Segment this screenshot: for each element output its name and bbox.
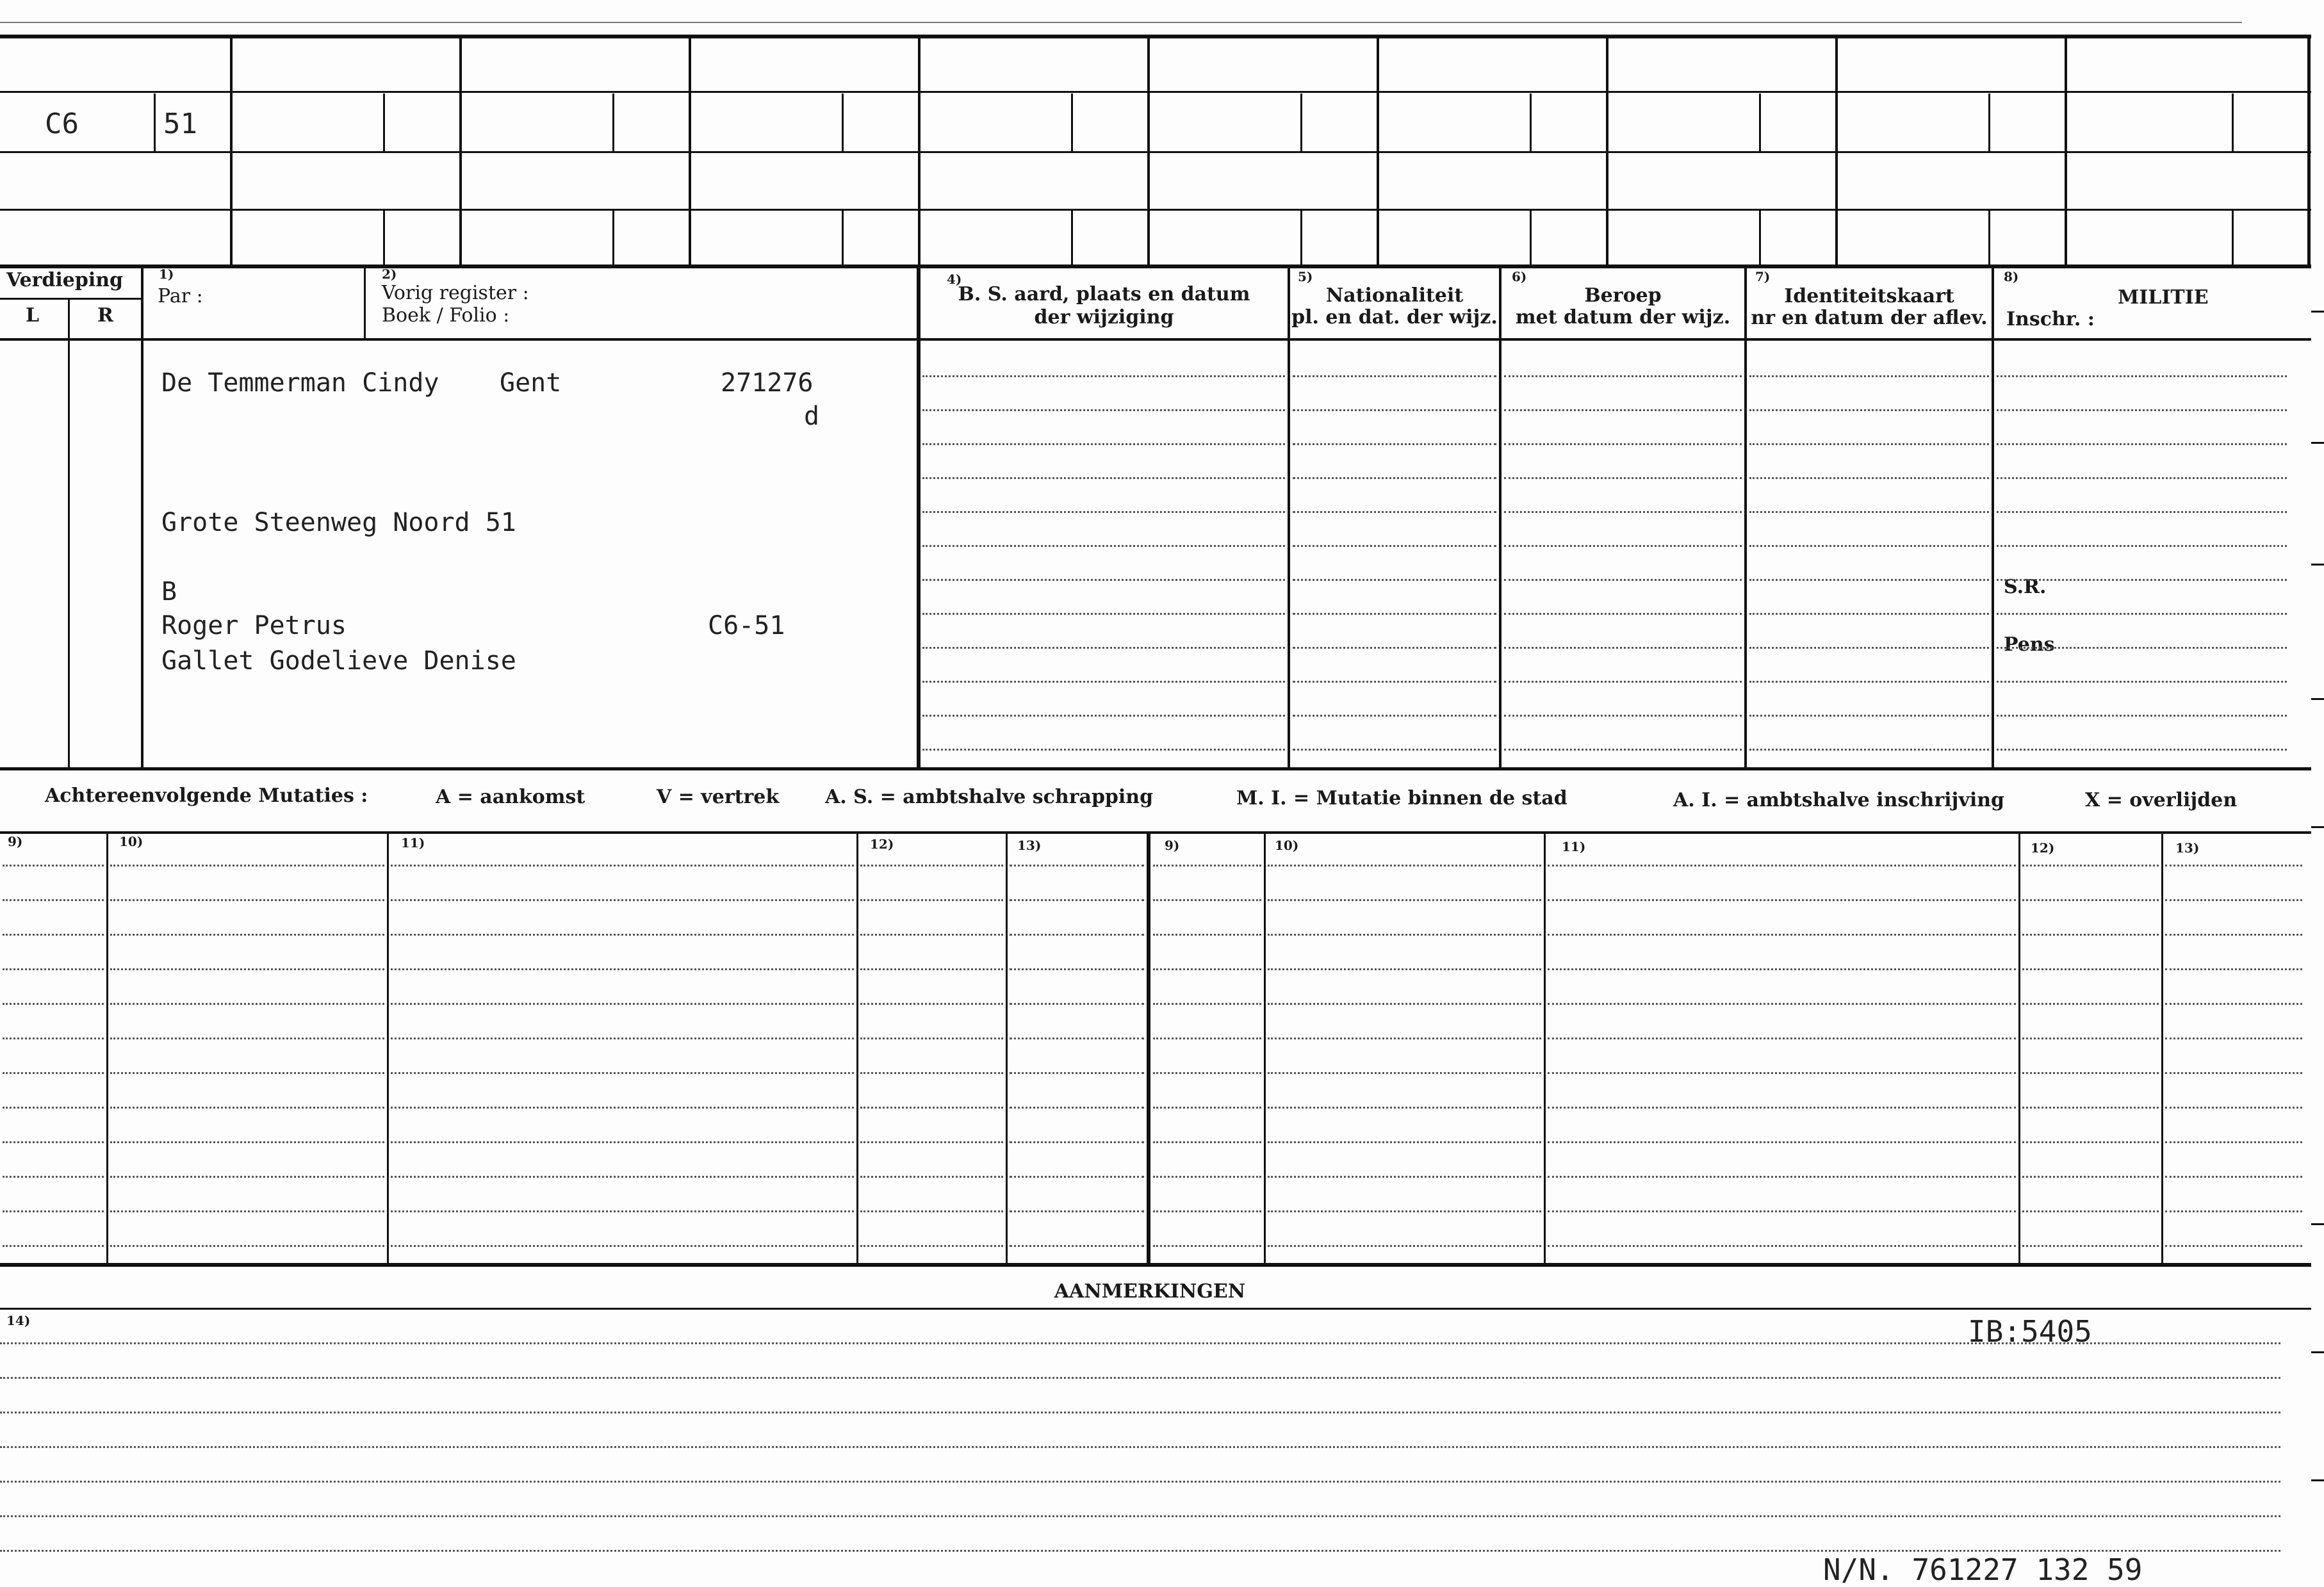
ib-code: IB:5405: [1968, 1314, 2092, 1349]
ruled-line: [3, 1072, 104, 1074]
ruled-line: [1997, 477, 2287, 479]
ruled-line: [1293, 375, 1496, 377]
ruled-line: [1997, 749, 2287, 751]
ruled-line: [2165, 1245, 2302, 1247]
col4-line1: B. S. aard, plaats en datum: [958, 283, 1250, 305]
col4-number: 4): [947, 272, 962, 287]
ruled-line: [1548, 1107, 2016, 1109]
ruled-line: [3, 968, 104, 970]
ruled-line: [922, 511, 1285, 513]
ruled-line: [1997, 715, 2287, 717]
ruled-line: [2165, 899, 2302, 901]
ruled-line: [1749, 409, 1989, 411]
mut-col-9a: 9): [8, 834, 23, 849]
ruled-line: [1293, 511, 1496, 513]
ruled-line: [1548, 934, 2016, 936]
ruled-line: [3, 1210, 104, 1212]
ruled-line: [2022, 968, 2159, 970]
ruled-line: [0, 1412, 2280, 1413]
ruled-line: [0, 1377, 2280, 1379]
ruled-line: [1153, 1245, 1261, 1247]
ruled-line: [2165, 968, 2302, 970]
ruled-line: [1997, 647, 2287, 649]
nn-number: N/N. 761227 132 59: [1823, 1552, 2143, 1587]
ruled-line: [1749, 647, 1989, 649]
ruled-line: [110, 1245, 384, 1247]
ruled-line: [922, 715, 1285, 717]
ruled-line: [860, 899, 1003, 901]
ruled-line: [1997, 409, 2287, 411]
ruled-line: [3, 1107, 104, 1109]
ruled-line: [2022, 1072, 2159, 1074]
sr-label: S.R.: [2004, 576, 2047, 598]
ruled-line: [110, 1038, 384, 1039]
ruled-line: [110, 1107, 384, 1109]
mutaties-ai: A. I. = ambtshalve inschrijving: [1673, 789, 2005, 811]
ruled-line: [1504, 647, 1742, 649]
col4-line2: der wijziging: [1034, 306, 1174, 329]
ruled-line: [391, 968, 854, 970]
person-name: De Temmerman Cindy: [161, 368, 439, 398]
ruled-line: [1548, 899, 2016, 901]
ruled-line: [860, 1107, 1003, 1109]
pens-label: Pens: [2004, 633, 2055, 656]
mut-col-11b: 11): [1562, 839, 1586, 854]
ruled-line: [860, 968, 1003, 970]
col2-number: 2): [382, 266, 397, 282]
ruled-line: [0, 1342, 2280, 1344]
mut-col-13a: 13): [1017, 838, 1042, 853]
ruled-line: [2022, 1210, 2159, 1212]
ruled-line: [1504, 749, 1742, 751]
ruled-line: [1548, 1245, 2016, 1247]
ruled-line: [1504, 681, 1742, 683]
ruled-line: [391, 865, 854, 867]
ruled-line: [922, 579, 1285, 581]
ruled-line: [1504, 715, 1742, 717]
col8-inschr: Inschr. :: [2006, 308, 2095, 330]
ruled-line: [1548, 1176, 2016, 1178]
ruled-line: [1997, 613, 2287, 615]
ruled-line: [2022, 1003, 2159, 1005]
ruled-line: [1010, 1072, 1144, 1074]
ruled-line: [3, 1141, 104, 1143]
ruled-line: [1749, 375, 1989, 377]
ruled-line: [1997, 511, 2287, 513]
col2-line2: Boek / Folio :: [382, 304, 510, 327]
aanmerkingen-number: 14): [6, 1313, 31, 1328]
ruled-line: [1153, 1141, 1261, 1143]
person-mother: Gallet Godelieve Denise: [161, 646, 516, 676]
ruled-line: [1749, 511, 1989, 513]
ruled-line: [110, 1176, 384, 1178]
ruled-line: [1293, 409, 1496, 411]
ruled-line: [1153, 1107, 1261, 1109]
ruled-line: [860, 1003, 1003, 1005]
ruled-line: [1153, 899, 1261, 901]
ruled-line: [1153, 1072, 1261, 1074]
ruled-line: [1548, 1003, 2016, 1005]
ruled-line: [1749, 545, 1989, 547]
ruled-line: [391, 1245, 854, 1247]
mut-col-13b: 13): [2175, 840, 2200, 856]
ruled-line: [1997, 579, 2287, 581]
ruled-line: [110, 865, 384, 867]
ruled-line: [2022, 899, 2159, 901]
ruled-line: [1268, 1003, 1541, 1005]
ruled-line: [1504, 443, 1742, 445]
ruled-line: [860, 1038, 1003, 1039]
ruled-line: [3, 1176, 104, 1178]
ruled-line: [391, 1107, 854, 1109]
ruled-line: [1268, 1210, 1541, 1212]
ruled-line: [1504, 579, 1742, 581]
verdieping-l-label: L: [26, 304, 40, 327]
col6-line1: Beroep: [1584, 284, 1662, 307]
mut-col-12b: 12): [2031, 840, 2055, 856]
person-father: Roger Petrus: [161, 611, 347, 640]
ruled-line: [1548, 1210, 2016, 1212]
ruled-line: [860, 865, 1003, 867]
ruled-line: [110, 1141, 384, 1143]
col1-label: Par :: [158, 285, 203, 307]
ruled-line: [860, 934, 1003, 936]
ruled-line: [1153, 865, 1261, 867]
ruled-line: [2165, 1107, 2302, 1109]
col8-title: MILITIE: [2118, 286, 2209, 309]
col8-number: 8): [2004, 269, 2019, 284]
ruled-line: [1548, 865, 2016, 867]
ruled-line: [391, 1003, 854, 1005]
col7-line2: nr en datum der aflev.: [1751, 307, 1988, 329]
ruled-line: [391, 1210, 854, 1212]
ruled-line: [391, 1072, 854, 1074]
ruled-line: [3, 865, 104, 867]
ruled-line: [922, 375, 1285, 377]
ruled-line: [922, 545, 1285, 547]
mutaties-x: X = overlijden: [2085, 789, 2238, 811]
ruled-line: [1997, 443, 2287, 445]
col7-number: 7): [1755, 269, 1771, 284]
col7-line1: Identiteitskaart: [1784, 285, 1954, 307]
ruled-line: [1749, 715, 1989, 717]
ruled-line: [922, 613, 1285, 615]
ruled-line: [1293, 579, 1496, 581]
ruled-line: [3, 1038, 104, 1039]
ruled-line: [2165, 1210, 2302, 1212]
ruled-line: [1010, 1141, 1144, 1143]
ruled-line: [1293, 613, 1496, 615]
ruled-line: [1293, 477, 1496, 479]
person-ref: C6-51: [708, 611, 785, 640]
ruled-line: [1153, 934, 1261, 936]
ruled-line: [1268, 865, 1541, 867]
ruled-line: [3, 934, 104, 936]
ruled-line: [2165, 1176, 2302, 1178]
ruled-line: [3, 899, 104, 901]
ruled-line: [1997, 545, 2287, 547]
ruled-line: [1997, 375, 2287, 377]
ruled-line: [0, 1446, 2280, 1448]
col6-line2: met datum der wijz.: [1515, 306, 1731, 329]
ruled-line: [1010, 899, 1144, 901]
col5-number: 5): [1298, 269, 1313, 284]
ruled-line: [1268, 968, 1541, 970]
ruled-line: [1153, 968, 1261, 970]
mut-col-12a: 12): [870, 836, 894, 852]
ruled-line: [2165, 1072, 2302, 1074]
ruled-line: [2022, 1038, 2159, 1039]
ruled-line: [1749, 477, 1989, 479]
ruled-line: [391, 1176, 854, 1178]
ruled-line: [1153, 1003, 1261, 1005]
mutaties-title: Achtereenvolgende Mutaties :: [45, 785, 368, 807]
ruled-line: [1293, 647, 1496, 649]
col1-number: 1): [159, 266, 174, 282]
ruled-line: [1548, 968, 2016, 970]
ruled-line: [2022, 1245, 2159, 1247]
ruled-line: [110, 968, 384, 970]
ruled-line: [2165, 1141, 2302, 1143]
ruled-line: [110, 1072, 384, 1074]
ruled-line: [2022, 1107, 2159, 1109]
col2-line1: Vorig register :: [382, 282, 529, 304]
ruled-line: [860, 1245, 1003, 1247]
ruled-line: [1268, 1038, 1541, 1039]
ruled-line: [1153, 1210, 1261, 1212]
ruled-line: [2165, 865, 2302, 867]
ruled-line: [922, 681, 1285, 683]
ruled-line: [391, 1141, 854, 1143]
verdieping-r-label: R: [97, 304, 113, 327]
col5-line2: pl. en dat. der wijz.: [1291, 306, 1498, 329]
ruled-line: [2165, 1003, 2302, 1005]
ruled-line: [1293, 715, 1496, 717]
ruled-line: [1268, 1176, 1541, 1178]
ruled-line: [1010, 1245, 1144, 1247]
ruled-line: [391, 1038, 854, 1039]
ruled-line: [3, 1003, 104, 1005]
col6-number: 6): [1512, 269, 1527, 284]
ruled-line: [1268, 934, 1541, 936]
ruled-line: [860, 1210, 1003, 1212]
ruled-line: [922, 477, 1285, 479]
ruled-line: [1010, 1210, 1144, 1212]
ruled-line: [860, 1072, 1003, 1074]
block-number: 51: [163, 108, 197, 140]
mutaties-mi: M. I. = Mutatie binnen de stad: [1236, 787, 1567, 810]
ruled-line: [1504, 613, 1742, 615]
ruled-line: [1010, 1107, 1144, 1109]
person-status-letter: B: [161, 577, 177, 606]
ruled-line: [1010, 968, 1144, 970]
ruled-line: [922, 443, 1285, 445]
ruled-line: [0, 1550, 2280, 1552]
person-birthplace: Gent: [500, 368, 562, 398]
ruled-line: [1293, 443, 1496, 445]
ruled-line: [1504, 511, 1742, 513]
mutaties-v: V = vertrek: [657, 786, 780, 808]
ruled-line: [1293, 681, 1496, 683]
ruled-line: [1293, 749, 1496, 751]
ruled-line: [1010, 1176, 1144, 1178]
mut-col-9b: 9): [1165, 838, 1180, 853]
ruled-line: [1504, 545, 1742, 547]
ruled-line: [110, 934, 384, 936]
ruled-line: [2022, 1141, 2159, 1143]
ruled-line: [1268, 899, 1541, 901]
ruled-line: [1997, 681, 2287, 683]
person-address: Grote Steenweg Noord 51: [161, 508, 516, 537]
person-sex: d: [804, 402, 820, 431]
ruled-line: [922, 409, 1285, 411]
ruled-line: [110, 1210, 384, 1212]
ruled-line: [2165, 1038, 2302, 1039]
ruled-line: [2022, 1176, 2159, 1178]
ruled-line: [922, 749, 1285, 751]
ruled-line: [2022, 934, 2159, 936]
ruled-line: [1293, 545, 1496, 547]
ruled-line: [2022, 865, 2159, 867]
ruled-line: [0, 1515, 2280, 1517]
aanmerkingen-title: AANMERKINGEN: [1054, 1280, 1246, 1303]
ruled-line: [2165, 934, 2302, 936]
ruled-line: [860, 1141, 1003, 1143]
mut-col-10a: 10): [119, 834, 143, 849]
ruled-line: [1153, 1176, 1261, 1178]
ruled-line: [1268, 1245, 1541, 1247]
ruled-line: [0, 1481, 2280, 1483]
ruled-line: [1268, 1107, 1541, 1109]
ruled-line: [1153, 1038, 1261, 1039]
ruled-line: [1268, 1141, 1541, 1143]
ruled-line: [1548, 1072, 2016, 1074]
ruled-line: [1548, 1038, 2016, 1039]
ruled-line: [1548, 1141, 2016, 1143]
ruled-line: [1749, 681, 1989, 683]
ruled-line: [1010, 865, 1144, 867]
ruled-line: [1504, 409, 1742, 411]
col5-line1: Nationaliteit: [1325, 284, 1464, 307]
ruled-line: [1504, 477, 1742, 479]
ruled-line: [3, 1245, 104, 1247]
block-code: C6: [45, 108, 79, 140]
ruled-line: [391, 934, 854, 936]
ruled-line: [110, 1003, 384, 1005]
ruled-line: [1749, 443, 1989, 445]
verdieping-label: Verdieping: [6, 269, 124, 291]
mutaties-as: A. S. = ambtshalve schrapping: [825, 786, 1154, 808]
mut-col-11a: 11): [401, 835, 425, 850]
ruled-line: [922, 647, 1285, 649]
ruled-line: [1010, 934, 1144, 936]
ruled-line: [1749, 749, 1989, 751]
ruled-line: [391, 899, 854, 901]
ruled-line: [110, 899, 384, 901]
ruled-line: [1749, 613, 1989, 615]
mut-col-10b: 10): [1275, 838, 1299, 853]
ruled-line: [1504, 375, 1742, 377]
ruled-line: [1010, 1038, 1144, 1039]
ruled-line: [860, 1176, 1003, 1178]
person-birthdate: 271276: [721, 368, 814, 398]
ruled-line: [1268, 1072, 1541, 1074]
ruled-line: [1010, 1003, 1144, 1005]
ruled-line: [1749, 579, 1989, 581]
mutaties-a: A = aankomst: [436, 786, 585, 808]
